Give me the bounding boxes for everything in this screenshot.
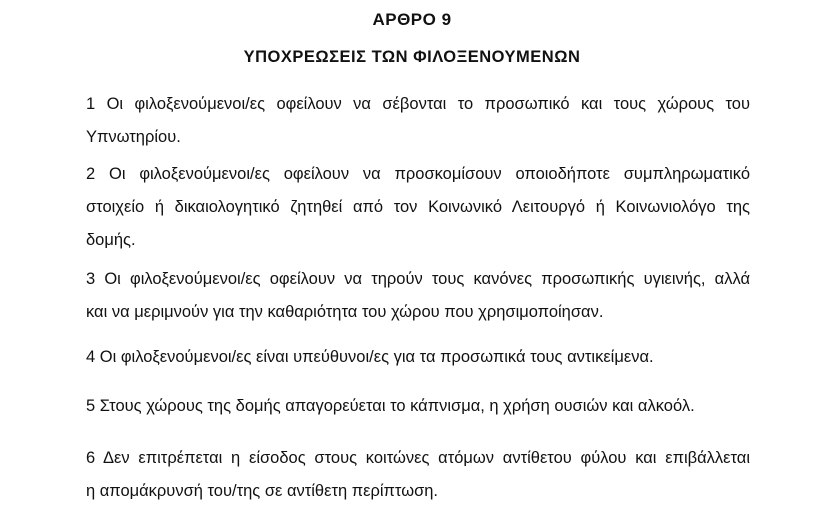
paragraph-3 — [86, 263, 750, 329]
paragraph-5 — [86, 390, 750, 423]
paragraph-line: και να μεριμνούν για την καθαριότητα του χώρου που χρησιμοποίησαν. — [86, 303, 604, 321]
paragraph-line: δομής. — [86, 231, 136, 249]
paragraph-line: 3 Οι φιλοξενούμενοι/ες οφείλουν να τηρούν τους κανόνες προσωπικής υγιεινής, αλλά — [86, 270, 750, 288]
paragraph-line: 1 Οι φιλοξενούμενοι/ες οφείλουν να σέβονται το προσωπικό και τους χώρους του — [86, 95, 750, 113]
paragraph-line: 2 Οι φιλοξενούμενοι/ες οφείλουν να προσκομίσουν οποιοδήποτε συμπληρωματικό — [86, 165, 750, 183]
paragraph-line: η απομάκρυνσή του/της σε αντίθετη περίπτωση. — [86, 482, 439, 500]
paragraph-line: 5 Στους χώρους της δομής απαγορεύεται το κάπνισμα, η χρήση ουσιών και αλκοόλ. — [86, 397, 695, 415]
paragraph-6 — [86, 442, 750, 508]
paragraph-4 — [86, 341, 750, 374]
paragraph-line: 4 Οι φιλοξενούμενοι/ες είναι υπεύθυνοι/ες για τα προσωπικά τους αντικείμενα. — [86, 348, 654, 366]
paragraph-line: Υπνωτηρίου. — [86, 128, 181, 146]
paragraph-1 — [86, 88, 750, 154]
paragraph-line: 6 Δεν επιτρέπεται η είσοδος στους κοιτώνες ατόμων αντίθετου φύλου και επιβάλλεται — [86, 449, 750, 467]
paragraph-line: στοιχείο ή δικαιολογητικό ζητηθεί από τον Κοινωνικό Λειτουργό ή Κοινωνιολόγο της — [86, 198, 750, 216]
paragraph-2 — [86, 158, 750, 257]
article-heading: ΑΡΘΡΟ 9 — [372, 10, 452, 29]
article-subheading: ΥΠΟΧΡΕΩΣΕΙΣ ΤΩΝ ΦΙΛΟΞΕΝΟΥΜΕΝΩΝ — [243, 48, 581, 66]
